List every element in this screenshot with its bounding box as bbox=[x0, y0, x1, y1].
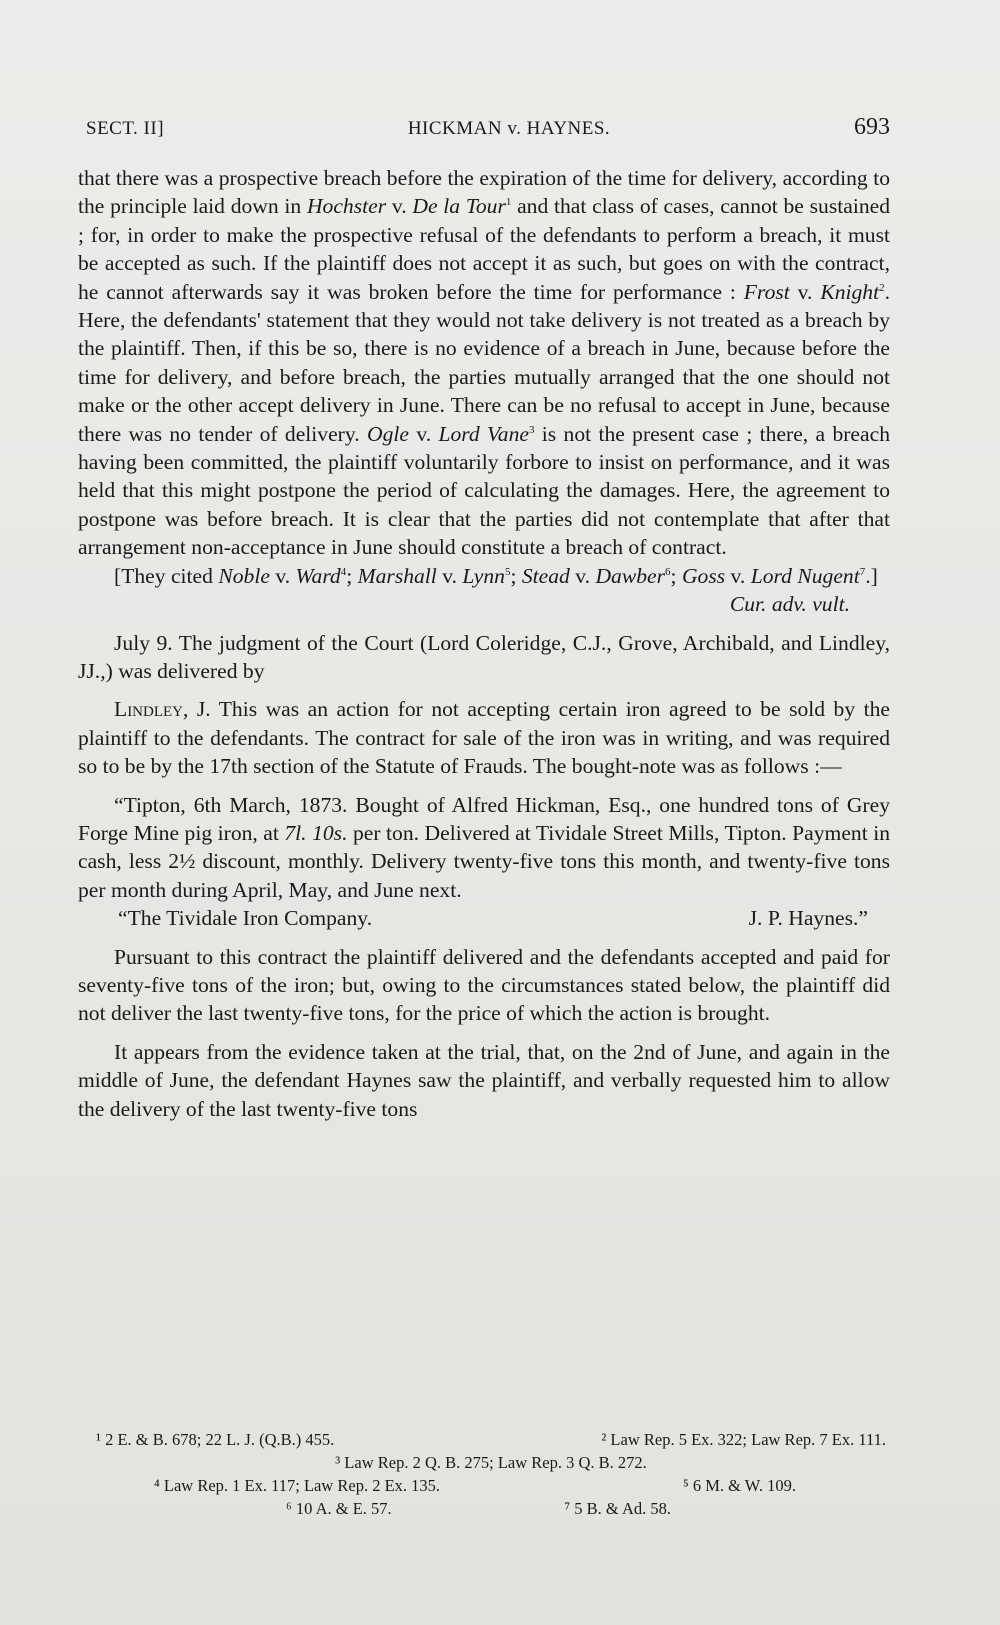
case-name: De la Tour bbox=[412, 194, 506, 219]
paragraph-pursuant: Pursuant to this contract the plaintiff delivered and the defendants accepted and paid for seventy-five tons of the iron; but, owing to the circumstances stated below, the plaintiff did not deliver the last twenty-five tons, for the price of which the action is brought. bbox=[78, 944, 890, 1026]
judge-name: Lindley, J. bbox=[114, 697, 211, 722]
case-name: Ogle bbox=[367, 421, 409, 446]
footnote-ref: 2 bbox=[879, 281, 885, 294]
body-text bbox=[78, 164, 890, 1123]
footnote: ⁴ Law Rep. 1 Ex. 117; Law Rep. 2 Ex. 135. bbox=[154, 1476, 441, 1495]
footnote-ref: 3 bbox=[528, 423, 535, 436]
paragraph-evidence: It appears from the evidence taken at the trial, that, on the 2nd of June, and again in the middle of June, the defendant Haynes saw the plaintiff, and verbally requested him to allow the delivery of the last twenty-five tons bbox=[78, 1039, 890, 1121]
case-title: HICKMAN v. HAYNES. bbox=[407, 118, 611, 139]
footnote: ² Law Rep. 5 Ex. 322; Law Rep. 7 Ex. 111. bbox=[601, 1430, 886, 1449]
paragraph-argument: that there was a prospective breach before the expiration of the time for delivery, according to the principle laid down in Hochster v. De la Tour$^1$ and that class of cases, cannot be sustained ; for, in order to make the prospective refusal of the defendants to perform a breach, it must be accepted as such. If the plaintiff does not accept it as such, but goes on with the contract, he cannot afterwards say it was broken before the time for performance : Frost v. Knight$^2$. Here, the defendants' statement that they would not take delivery is not treated as a breach by the plaintiff. Then, if this be so, there is no evidence of a breach in June, because before the time for delivery, and before breach, the parties mutually arranged that the one should not make or the other accept delivery in June. There can be no refusal to accept in June, because there was no tender of delivery. Ogle v. Lord Vane$^3$ is not the present case ; there, a breach having been committed, the plaintiff voluntarily forbore to insist on performance, and it was held that this might postpone the period of calculating the damages. Here, the agreement to postpone was before breach. It is clear that the parties did not contemplate that after that arrangement non-acceptance in June should constitute a breach of contract. bbox=[78, 166, 891, 560]
footnote: ⁶ 10 A. & E. 57. bbox=[286, 1499, 392, 1518]
case-name: Knight bbox=[820, 279, 880, 304]
footnote: ⁵ 6 M. & W. 109. bbox=[682, 1476, 796, 1495]
footnote-ref: 1 bbox=[505, 196, 512, 209]
paragraph-judgment-date: July 9. The judgment of the Court (Lord Coleridge, C.J., Grove, Archibald, and Lindley, JJ.,) was delivered by bbox=[78, 630, 890, 683]
footnote: ⁷ 5 B. & Ad. 58. bbox=[564, 1499, 671, 1518]
footnote: ³ Law Rep. 2 Q. B. 275; Law Rep. 3 Q. B. 272. bbox=[335, 1453, 647, 1472]
paragraph-bought-note: “Tipton, 6th March, 1873. Bought of Alfred Hickman, Esq., one hundred tons of Grey Forge Mine pig iron, at 7l. 10s. per ton. Delivered at Tividale Street Mills, Tipton. Payment in cash, less 2½ discount, monthly. Delivery twenty-five tons this month, and twenty-five tons per month during April, May, and June next. bbox=[78, 792, 891, 902]
footnote: ¹ 2 E. & B. 678; 22 L. J. (Q.B.) 455. bbox=[96, 1430, 335, 1449]
signature-line bbox=[78, 904, 890, 932]
page-number: 693 bbox=[853, 114, 890, 140]
footnotes bbox=[96, 1428, 886, 1520]
paragraph-cited: [They cited Noble v. Ward$^4$; Marshall v. Lynn$^5$; Stead v. Dawber$^6$; Goss v. Lord Nugent$^7$.] bbox=[114, 563, 878, 588]
case-name: Hochster bbox=[306, 194, 387, 219]
signature-person: J. P. Haynes.” bbox=[748, 906, 868, 931]
cur-adv-vult: Cur. adv. vult. bbox=[729, 592, 850, 617]
running-head bbox=[86, 114, 890, 141]
section-label: SECT. II] bbox=[86, 118, 165, 139]
case-name: Frost bbox=[743, 279, 790, 304]
paragraph-opinion: Lindley, J. This was an action for not accepting certain iron agreed to be sold by the plaintiff to the defendants. The contract for sale of the iron was in writing, and was required so to be by the 17th section of the Statute of Frauds. The bought-note was as follows :— bbox=[78, 697, 890, 779]
signature-company: “The Tividale Iron Company. bbox=[118, 906, 373, 931]
case-name: Lord Vane bbox=[438, 421, 529, 446]
